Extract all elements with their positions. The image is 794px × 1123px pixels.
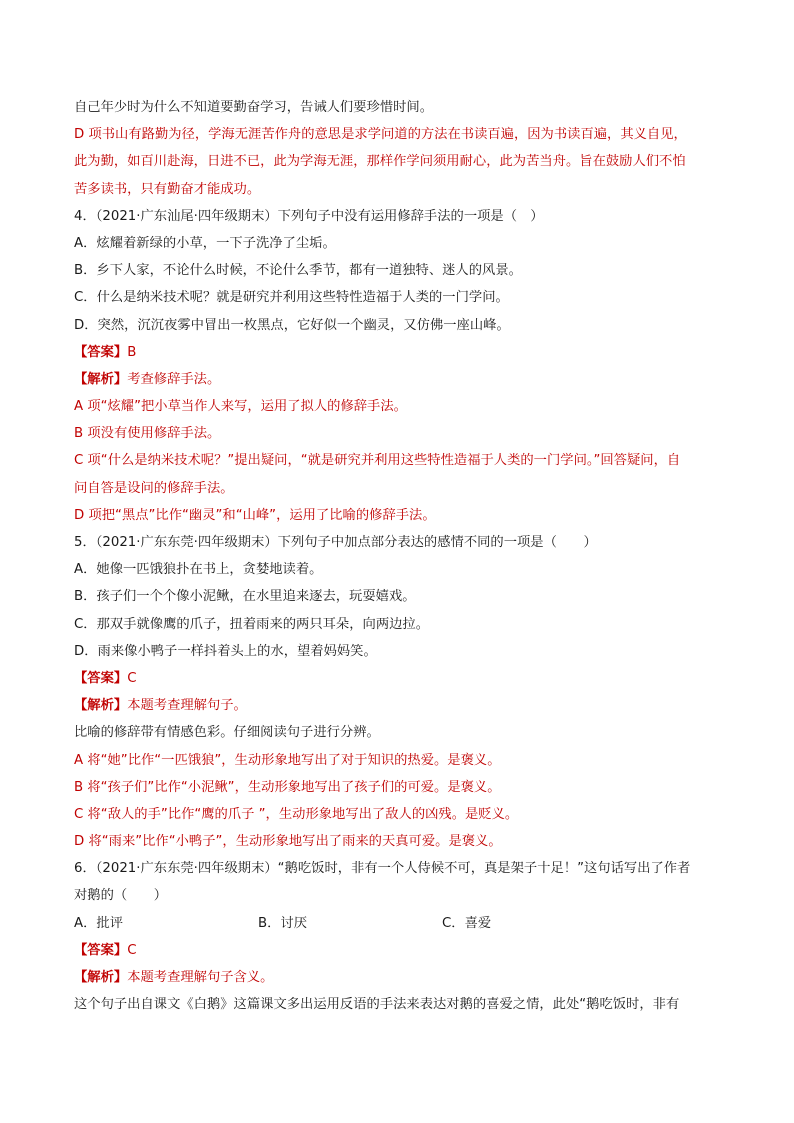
q6-answer	[74, 937, 724, 964]
analysis-text: 考查修辞手法。	[127, 371, 221, 387]
answer-tag: 【答案】	[74, 942, 128, 958]
document-page	[74, 94, 724, 1018]
q5-stem: 5．（2021·广东东莞·四年级期末）下列句子中加点部分表达的感情不同的一项是（ ）	[74, 535, 597, 550]
analysis-tag: 【解析】	[74, 371, 128, 387]
intro-line: D 项书山有路勤为径，学海无涯苦作舟的意思是求学问道的方法在书读百遍，因为书读百遍，其义自见，	[74, 127, 687, 143]
q4-analysis	[74, 366, 724, 393]
q5-option-d: D．雨来像小鸭子一样抖着头上的水，望着妈妈笑。	[74, 643, 377, 659]
q6-stem: 6．（2021·广东东莞·四年级期末）“鹅吃饭时，非有一个人侍候不可，真是架子十足！”这句话写出了作者	[74, 861, 691, 877]
q5-option-a: A．她像一匹饿狼扑在书上，贪婪地读着。	[74, 562, 323, 578]
analysis-tag: 【解析】	[74, 698, 128, 714]
q4-analysis-line: B 项没有使用修辞手法。	[74, 426, 221, 442]
intro-line: 此为勤，如百川赴海，日进不已，此为学海无涯，那样作学问须用耐心，此为苦当舟。旨在鼓励人们不怕	[74, 154, 686, 170]
q5-option-c: C．那双手就像鹰的爪子，扭着雨来的两只耳朵，向两边拉。	[74, 616, 430, 632]
q6-plain-line: 这个句子出自课文《白鹅》这篇课文多出运用反语的手法来表达对鹅的喜爱之情，此处“鹅吃饭时，非有	[74, 997, 680, 1013]
q4-analysis-line: A 项“炫耀”把小草当作人来写，运用了拟人的修辞手法。	[74, 399, 407, 415]
q5-analysis-line: A 将“她”比作“一匹饿狼”，生动形象地写出了对于知识的热爱。是褒义。	[74, 752, 501, 768]
q5-plain-line: 比喻的修辞带有情感色彩。仔细阅读句子进行分辨。	[74, 725, 380, 741]
q6-stem: 对鹅的（ ）	[74, 888, 168, 904]
answer-tag: 【答案】	[74, 670, 128, 686]
intro-line: 苦多读书，只有勤奋才能成功。	[74, 181, 261, 197]
q5-option-b: B．孩子们一个个像小泥鳅，在水里追来逐去，玩耍嬉戏。	[74, 589, 416, 605]
q6-options	[74, 910, 724, 937]
q6-option-a: A．批评	[74, 915, 123, 931]
answer-value: B	[127, 344, 137, 360]
q4-analysis-line: D 项把“黑点”比作“幽灵”和“山峰”，运用了比喻的修辞手法。	[74, 507, 436, 523]
q4-option-a: A．炫耀着新绿的小草，一下子洗净了尘垢。	[74, 235, 336, 251]
q4-option-c: C．什么是纳米技术呢？就是研究并利用这些特性造福于人类的一门学问。	[74, 290, 509, 306]
q5-answer	[74, 665, 724, 692]
q6-option-b: B．讨厌	[258, 915, 308, 931]
q5-analysis-line: D 将“雨来”比作“小鸭子”，生动形象地写出了雨来的天真可爱。是褒义。	[74, 834, 502, 850]
analysis-tag: 【解析】	[74, 970, 128, 985]
q4-option-b: B．乡下人家，不论什么时候，不论什么季节，都有一道独特、迷人的风景。	[74, 263, 522, 279]
intro-line: 自己年少时为什么不知道要勤奋学习，告诫人们要珍惜时间。	[74, 100, 434, 115]
analysis-text: 本题考查理解句子。	[127, 698, 247, 714]
q4-analysis-line: 问自答是设问的修辞手法。	[74, 480, 234, 496]
answer-value: C	[127, 942, 137, 958]
q5-analysis	[74, 692, 724, 719]
answer-value: C	[127, 670, 137, 686]
q4-analysis-line: C 项“什么是纳米技术呢？”提出疑问，“就是研究并利用这些特性造福于人类的一门学问。”回答疑问，自	[74, 453, 681, 469]
answer-tag: 【答案】	[74, 344, 128, 360]
q5-analysis-line: B 将“孩子们”比作“小泥鳅”，生动形象地写出了孩子们的可爱。是褒义。	[74, 779, 501, 795]
q5-analysis-line: C 将“敌人的手”比作“鹰的爪子 ”，生动形象地写出了敌人的凶残。是贬义。	[74, 806, 519, 822]
q4-answer	[74, 339, 724, 366]
q6-analysis	[74, 964, 724, 991]
q4-option-d: D．突然，沉沉夜雾中冒出一枚黑点，它好似一个幽灵，又仿佛一座山峰。	[74, 317, 510, 333]
analysis-text: 本题考查理解句子含义。	[127, 970, 274, 985]
q6-option-c: C．喜爱	[442, 915, 492, 931]
q4-stem: 4．（2021·广东汕尾·四年级期末）下列句子中没有运用修辞手法的一项是（ ）	[74, 208, 544, 224]
